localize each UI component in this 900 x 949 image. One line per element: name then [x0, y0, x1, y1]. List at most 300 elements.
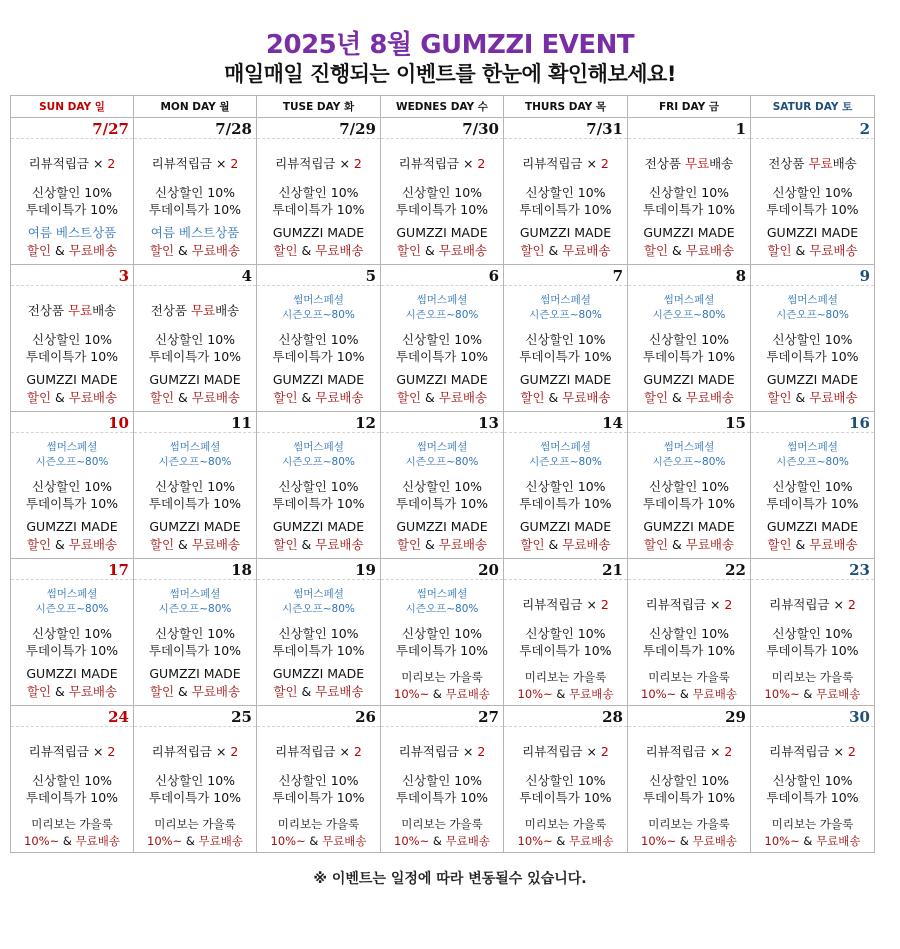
gumzzi-made-title: GUMZZI MADE — [396, 372, 488, 387]
ampersand: & — [668, 243, 686, 258]
new-arrival-discount: 신상할인 10% — [648, 332, 730, 347]
free-shipping-label: 무료배송 — [569, 687, 614, 701]
ampersand: & — [421, 537, 439, 552]
gumzzi-made-event — [751, 371, 874, 407]
gumzzi-made-event — [381, 224, 503, 260]
review-multiplier: 2 — [600, 597, 609, 612]
day-cell-content — [11, 559, 133, 705]
today-special-discount: 투데이특가 10% — [395, 496, 489, 511]
today-special-discount: 투데이특가 10% — [272, 349, 365, 364]
review-multiplier: 2 — [107, 156, 116, 171]
daily-discounts — [381, 184, 503, 218]
discount-line — [257, 242, 380, 260]
fall-preview-title: 미리보는 가을룩 — [524, 817, 607, 831]
day-cell — [381, 412, 504, 559]
ampersand: & — [552, 834, 570, 848]
daily-discounts — [134, 478, 256, 512]
discount-label: 할인 — [396, 243, 422, 258]
fall-discount-line — [11, 833, 133, 850]
discount-line — [381, 389, 503, 407]
day-cell — [751, 118, 875, 265]
day-divider — [257, 726, 380, 727]
gumzzi-made-event — [134, 665, 256, 701]
discount-label: 할인 — [273, 537, 298, 552]
ampersand: & — [51, 684, 69, 699]
daily-discounts — [11, 331, 133, 365]
gumzzi-made-event — [257, 224, 380, 260]
summer-special-event — [257, 440, 380, 470]
day-cell — [504, 559, 628, 706]
daily-discounts — [134, 184, 256, 218]
fall-discount-line — [381, 686, 503, 703]
summer-special-event — [11, 440, 133, 470]
new-arrival-discount: 신상할인 10% — [31, 773, 113, 788]
free-shipping-label: 무료배송 — [191, 684, 241, 699]
daily-discounts — [504, 625, 627, 659]
summer-special-event — [11, 587, 133, 617]
review-points-event — [11, 154, 133, 172]
day-divider — [134, 726, 256, 727]
summer-special-title: 썸머스페셜 — [46, 441, 98, 453]
new-arrival-discount: 신상할인 10% — [401, 185, 483, 200]
season-off-label: 시즌오프~80% — [158, 456, 232, 468]
review-points-label: 리뷰적립금 × — [769, 597, 848, 612]
day-cell — [628, 118, 751, 265]
today-special-discount: 투데이특가 10% — [148, 496, 242, 511]
today-special-discount: 투데이특가 10% — [25, 643, 119, 658]
review-points-event — [381, 742, 503, 760]
gumzzi-made-title: GUMZZI MADE — [272, 225, 365, 240]
discount-line — [134, 242, 256, 260]
discount-label: 할인 — [643, 243, 669, 258]
day-divider — [504, 579, 627, 580]
daily-discounts — [134, 772, 256, 806]
review-multiplier: 2 — [600, 744, 609, 759]
day-cell — [134, 118, 257, 265]
review-multiplier: 2 — [477, 744, 486, 759]
gumzzi-made-title: GUMZZI MADE — [519, 372, 612, 387]
ampersand: & — [59, 834, 76, 848]
weekday-header: SUN DAY 일 — [11, 96, 134, 118]
today-special-discount: 투데이특가 10% — [272, 643, 365, 658]
day-cell-content — [257, 118, 380, 264]
day-cell — [504, 118, 628, 265]
day-number: 23 — [849, 561, 870, 579]
day-divider — [381, 579, 503, 580]
day-number: 7/28 — [215, 120, 252, 138]
fall-discount-rate: 10%~ — [394, 687, 430, 701]
day-cell-content — [134, 412, 256, 558]
review-points-label: 리뷰적립금 × — [522, 597, 601, 612]
day-cell-content — [381, 706, 503, 852]
gumzzi-made-title: GUMZZI MADE — [766, 225, 859, 240]
season-off-label: 시즌오프~80% — [529, 456, 602, 468]
daily-discounts — [381, 772, 503, 806]
day-number: 12 — [355, 414, 376, 432]
today-special-discount: 투데이특가 10% — [642, 643, 736, 658]
fall-preview-event — [381, 816, 503, 850]
fall-preview-event — [504, 816, 627, 850]
day-divider — [134, 138, 256, 139]
review-points-event — [257, 742, 380, 760]
discount-line — [628, 389, 750, 407]
day-divider — [751, 579, 874, 580]
gumzzi-made-title: GUMZZI MADE — [26, 372, 118, 387]
free-shipping-label: 무료배송 — [809, 243, 858, 258]
free-shipping-all-event — [134, 301, 256, 319]
summer-special-title: 썸머스페셜 — [663, 441, 715, 453]
new-arrival-discount: 신상할인 10% — [648, 185, 730, 200]
discount-line — [504, 389, 627, 407]
daily-discounts — [381, 478, 503, 512]
day-divider — [628, 432, 750, 433]
ampersand: & — [297, 243, 316, 258]
gumzzi-made-event — [11, 665, 133, 701]
new-arrival-discount: 신상할인 10% — [154, 773, 236, 788]
today-special-discount: 투데이특가 10% — [272, 790, 365, 805]
day-divider — [504, 726, 627, 727]
day-divider — [134, 285, 256, 286]
daily-discounts — [381, 331, 503, 365]
discount-label: 할인 — [767, 390, 792, 405]
fall-preview-event — [751, 816, 874, 850]
daily-discounts — [257, 478, 380, 512]
day-cell — [504, 265, 628, 412]
review-multiplier: 2 — [847, 597, 856, 612]
day-cell-content — [11, 118, 133, 264]
gumzzi-made-event — [257, 665, 380, 701]
daily-discounts — [257, 625, 380, 659]
fall-discount-rate: 10%~ — [764, 687, 800, 701]
today-special-discount: 투데이특가 10% — [148, 790, 242, 805]
day-cell — [381, 118, 504, 265]
ampersand: & — [421, 243, 439, 258]
summer-special-event — [381, 293, 503, 323]
fall-discount-line — [134, 833, 256, 850]
free-shipping-label: 무료배송 — [315, 243, 364, 258]
discount-label: 할인 — [149, 537, 175, 552]
gumzzi-made-event — [628, 224, 750, 260]
daily-discounts — [504, 478, 627, 512]
ampersand: & — [51, 243, 69, 258]
weekday-header: THURS DAY 목 — [504, 96, 628, 118]
weekday-header: SATUR DAY 토 — [751, 96, 875, 118]
shipping-label: 배송 — [92, 303, 117, 318]
review-points-event — [504, 742, 627, 760]
day-number: 14 — [602, 414, 623, 432]
season-off-label: 시즌오프~80% — [405, 456, 479, 468]
free-label: 무료 — [684, 156, 710, 171]
gumzzi-made-title: GUMZZI MADE — [396, 225, 488, 240]
review-points-event — [134, 154, 256, 172]
new-arrival-discount: 신상할인 10% — [31, 626, 113, 641]
day-number: 3 — [118, 267, 129, 285]
summer-special-event — [628, 440, 750, 470]
today-special-discount: 투데이특가 10% — [519, 643, 612, 658]
day-divider — [257, 432, 380, 433]
summer-special-title: 썸머스페셜 — [169, 588, 221, 600]
ampersand: & — [799, 834, 817, 848]
new-arrival-discount: 신상할인 10% — [525, 479, 606, 494]
day-divider — [628, 138, 750, 139]
discount-label: 할인 — [273, 684, 298, 699]
fall-preview-event — [751, 669, 874, 703]
review-points-event — [134, 742, 256, 760]
discount-line — [504, 242, 627, 260]
day-number: 2 — [859, 120, 870, 138]
ampersand: & — [429, 687, 446, 701]
discount-label: 할인 — [26, 243, 52, 258]
free-shipping-label: 무료배송 — [809, 537, 858, 552]
review-points-event — [381, 154, 503, 172]
fall-discount-line — [751, 833, 874, 850]
day-divider — [11, 285, 133, 286]
day-divider — [381, 726, 503, 727]
new-arrival-discount: 신상할인 10% — [772, 773, 853, 788]
discount-label: 할인 — [26, 537, 52, 552]
weekday-header: TUSE DAY 화 — [257, 96, 381, 118]
fall-discount-rate: 10%~ — [24, 834, 60, 848]
free-shipping-label: 무료배송 — [438, 390, 488, 405]
day-cell — [504, 412, 628, 559]
daily-discounts — [504, 772, 627, 806]
summer-best-event — [134, 224, 256, 260]
shipping-label: 배송 — [215, 303, 240, 318]
day-number: 21 — [602, 561, 623, 579]
fall-discount-rate: 10%~ — [517, 834, 553, 848]
ampersand: & — [51, 537, 69, 552]
gumzzi-made-event — [11, 371, 133, 407]
review-points-label: 리뷰적립금 × — [522, 744, 601, 759]
gumzzi-made-title: GUMZZI MADE — [643, 225, 735, 240]
day-cell — [11, 265, 134, 412]
ampersand: & — [174, 390, 192, 405]
day-cell-content — [11, 706, 133, 852]
page-subtitle: 매일매일 진행되는 이벤트를 한눈에 확인해보세요! — [224, 62, 676, 86]
day-divider — [381, 285, 503, 286]
free-shipping-label: 무료배송 — [191, 243, 241, 258]
today-special-discount: 투데이특가 10% — [148, 349, 242, 364]
week-row — [11, 265, 875, 412]
daily-discounts — [628, 331, 750, 365]
today-special-discount: 투데이특가 10% — [519, 349, 612, 364]
review-points-label: 리뷰적립금 × — [151, 744, 231, 759]
today-special-discount: 투데이특가 10% — [25, 349, 119, 364]
discount-label: 할인 — [520, 390, 545, 405]
daily-discounts — [751, 625, 874, 659]
day-number: 7/30 — [462, 120, 499, 138]
day-cell-content — [628, 412, 750, 558]
gumzzi-made-event — [134, 371, 256, 407]
day-divider — [751, 432, 874, 433]
season-off-label: 시즌오프~80% — [652, 309, 726, 321]
daily-discounts — [628, 184, 750, 218]
fall-discount-rate: 10%~ — [147, 834, 183, 848]
all-products-label: 전상품 — [27, 303, 68, 318]
new-arrival-discount: 신상할인 10% — [31, 479, 113, 494]
day-cell — [11, 118, 134, 265]
today-special-discount: 투데이특가 10% — [642, 202, 736, 217]
gumzzi-made-event — [751, 518, 874, 554]
day-cell — [628, 706, 751, 853]
week-row — [11, 118, 875, 265]
day-cell-content — [504, 118, 627, 264]
ampersand: & — [791, 243, 810, 258]
week-row — [11, 559, 875, 706]
ampersand: & — [676, 834, 693, 848]
season-off-label: 시즌오프~80% — [35, 603, 109, 615]
review-multiplier: 2 — [477, 156, 486, 171]
day-cell — [134, 412, 257, 559]
free-shipping-all-event — [11, 301, 133, 319]
summer-special-title: 썸머스페셜 — [416, 294, 468, 306]
day-cell-content — [257, 559, 380, 705]
free-shipping-label: 무료배송 — [816, 687, 861, 701]
new-arrival-discount: 신상할인 10% — [772, 332, 853, 347]
discount-line — [628, 536, 750, 554]
day-cell-content — [751, 265, 874, 411]
discount-label: 할인 — [396, 390, 422, 405]
day-number: 7/27 — [92, 120, 129, 138]
review-points-label: 리뷰적립금 × — [275, 744, 354, 759]
fall-preview-title: 미리보는 가을룩 — [154, 817, 236, 831]
discount-line — [257, 536, 380, 554]
discount-label: 할인 — [643, 390, 669, 405]
day-cell-content — [504, 706, 627, 852]
free-shipping-label: 무료배송 — [445, 834, 490, 848]
day-divider — [504, 285, 627, 286]
day-cell — [504, 706, 628, 853]
ampersand: & — [544, 243, 563, 258]
today-special-discount: 투데이특가 10% — [519, 496, 612, 511]
daily-discounts — [751, 478, 874, 512]
day-cell-content — [134, 706, 256, 852]
season-off-label: 시즌오프~80% — [282, 456, 355, 468]
review-points-label: 리뷰적립금 × — [398, 156, 478, 171]
season-off-label: 시즌오프~80% — [776, 309, 849, 321]
review-points-label: 리뷰적립금 × — [398, 744, 478, 759]
discount-label: 할인 — [767, 243, 792, 258]
discount-label: 할인 — [149, 243, 175, 258]
gumzzi-made-event — [134, 518, 256, 554]
free-shipping-label: 무료배송 — [68, 537, 118, 552]
review-points-event — [628, 742, 750, 760]
day-number: 27 — [478, 708, 499, 726]
today-special-discount: 투데이특가 10% — [25, 496, 119, 511]
free-shipping-label: 무료배송 — [692, 834, 737, 848]
summer-special-title: 썸머스페셜 — [293, 441, 344, 453]
today-special-discount: 투데이특가 10% — [395, 202, 489, 217]
today-special-discount: 투데이특가 10% — [395, 790, 489, 805]
daily-discounts — [751, 331, 874, 365]
weekday-header: WEDNES DAY 수 — [381, 96, 504, 118]
day-cell-content — [751, 706, 874, 852]
day-number: 7/31 — [586, 120, 623, 138]
summer-special-event — [257, 293, 380, 323]
gumzzi-made-title: GUMZZI MADE — [766, 519, 859, 534]
fall-preview-title: 미리보는 가을룩 — [648, 670, 730, 684]
new-arrival-discount: 신상할인 10% — [401, 626, 483, 641]
day-divider — [11, 138, 133, 139]
discount-line — [134, 683, 256, 701]
fall-preview-event — [381, 669, 503, 703]
discount-label: 할인 — [149, 684, 175, 699]
fall-discount-rate: 10%~ — [641, 834, 677, 848]
discount-line — [381, 242, 503, 260]
ampersand: & — [174, 537, 192, 552]
day-cell — [751, 412, 875, 559]
day-cell-content — [134, 118, 256, 264]
review-multiplier: 2 — [230, 744, 239, 759]
day-divider — [628, 285, 750, 286]
ampersand: & — [668, 537, 686, 552]
summer-special-event — [751, 440, 874, 470]
day-cell-content — [628, 559, 750, 705]
review-points-label: 리뷰적립금 × — [151, 156, 231, 171]
fall-discount-rate: 10%~ — [641, 687, 677, 701]
fall-preview-event — [257, 816, 380, 850]
day-divider — [11, 579, 133, 580]
day-divider — [134, 579, 256, 580]
ampersand: & — [544, 537, 563, 552]
gumzzi-made-title: GUMZZI MADE — [272, 519, 365, 534]
ampersand: & — [791, 537, 810, 552]
new-arrival-discount: 신상할인 10% — [31, 332, 113, 347]
new-arrival-discount: 신상할인 10% — [525, 185, 606, 200]
free-shipping-label: 무료배송 — [68, 243, 118, 258]
fall-preview-event — [11, 816, 133, 850]
fall-preview-title: 미리보는 가을룩 — [524, 670, 607, 684]
day-number: 19 — [355, 561, 376, 579]
gumzzi-made-event — [504, 518, 627, 554]
day-cell-content — [628, 706, 750, 852]
new-arrival-discount: 신상할인 10% — [525, 626, 606, 641]
fall-discount-line — [257, 833, 380, 850]
day-number: 5 — [365, 267, 376, 285]
gumzzi-made-event — [628, 371, 750, 407]
day-cell — [11, 706, 134, 853]
day-cell — [381, 559, 504, 706]
summer-special-event — [381, 440, 503, 470]
summer-special-title: 썸머스페셜 — [293, 588, 344, 600]
review-multiplier: 2 — [107, 744, 116, 759]
gumzzi-made-event — [381, 518, 503, 554]
gumzzi-made-title: GUMZZI MADE — [26, 519, 118, 534]
gumzzi-made-title: GUMZZI MADE — [149, 666, 241, 681]
page-title: 2025년 8월 GUMZZI EVENT — [265, 30, 635, 60]
gumzzi-made-title: GUMZZI MADE — [643, 372, 735, 387]
ampersand: & — [791, 390, 810, 405]
discount-line — [504, 536, 627, 554]
ampersand: & — [305, 834, 323, 848]
free-shipping-label: 무료배송 — [816, 834, 861, 848]
free-shipping-label: 무료배송 — [191, 390, 241, 405]
day-cell-content — [504, 559, 627, 705]
summer-special-title: 썸머스페셜 — [416, 588, 468, 600]
day-cell-content — [628, 118, 750, 264]
summer-special-event — [504, 293, 627, 323]
weekday-header: FRI DAY 금 — [628, 96, 751, 118]
day-cell-content — [751, 559, 874, 705]
free-shipping-all-event — [751, 154, 874, 172]
free-shipping-label: 무료배송 — [191, 537, 241, 552]
review-multiplier: 2 — [230, 156, 239, 171]
today-special-discount: 투데이특가 10% — [272, 202, 365, 217]
review-points-event — [751, 595, 874, 613]
day-number: 16 — [849, 414, 870, 432]
new-arrival-discount: 신상할인 10% — [278, 626, 359, 641]
daily-discounts — [257, 331, 380, 365]
